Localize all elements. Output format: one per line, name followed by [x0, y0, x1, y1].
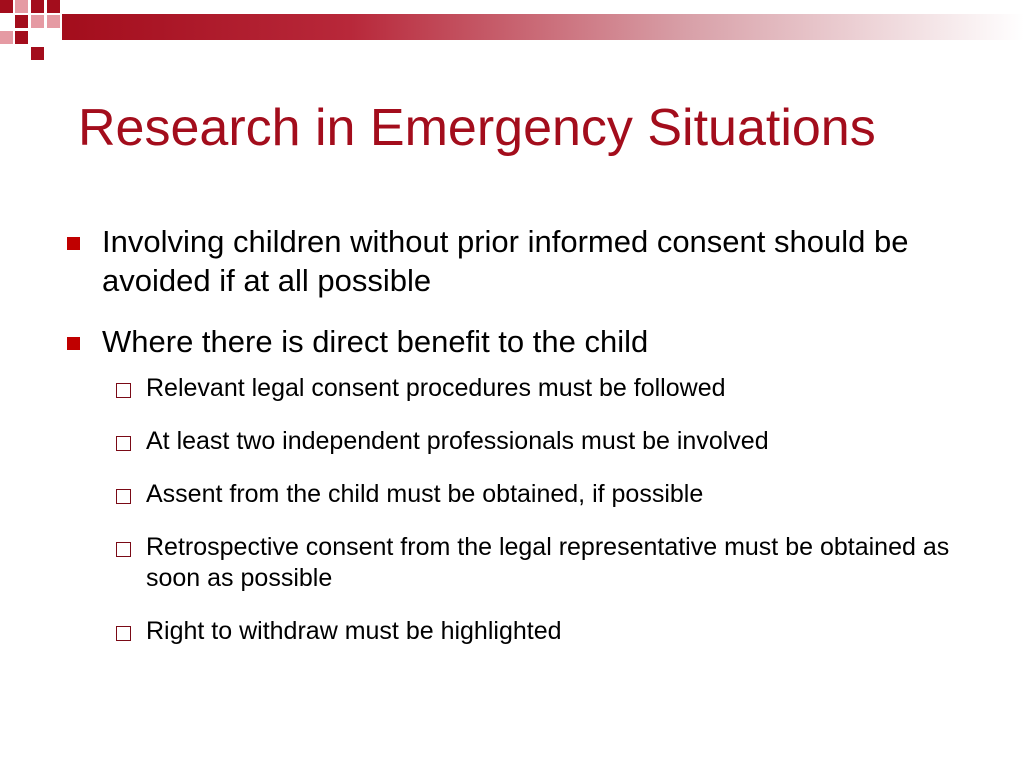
sub-bullet-item — [112, 426, 984, 457]
sub-bullet-text: Retrospective consent from the legal representative must be obtained as soon as possible — [146, 533, 950, 592]
hollow-square-bullet-icon — [116, 383, 131, 398]
decor-square — [0, 0, 13, 13]
sub-bullet-text: Right to withdraw must be highlighted — [146, 617, 562, 645]
decor-square — [31, 0, 44, 13]
decor-square — [47, 15, 60, 28]
bullet-item — [64, 322, 984, 361]
square-bullet-icon — [67, 337, 80, 350]
sub-bullet-text: Assent from the child must be obtained, if possible — [146, 480, 704, 508]
decor-square — [0, 31, 13, 44]
decor-square — [15, 31, 28, 44]
sub-bullet-text: At least two independent professionals must be involved — [146, 427, 769, 455]
sub-bullet-item — [112, 373, 984, 404]
sub-bullet-item — [112, 479, 984, 510]
decor-square — [15, 15, 28, 28]
decor-square — [31, 47, 44, 60]
decor-square — [15, 0, 28, 13]
hollow-square-bullet-icon — [116, 436, 131, 451]
hollow-square-bullet-icon — [116, 489, 131, 504]
square-bullet-icon — [67, 237, 80, 250]
sub-bullet-text: Relevant legal consent procedures must be followed — [146, 374, 726, 402]
sub-bullet-list — [112, 373, 984, 647]
bullet-item — [64, 222, 984, 300]
bullet-text: Where there is direct benefit to the child — [102, 324, 649, 359]
header-band-decoration — [62, 14, 1024, 40]
hollow-square-bullet-icon — [116, 626, 131, 641]
bullet-text: Involving children without prior informed consent should be avoided if at all possible — [102, 224, 909, 298]
sub-bullet-item — [112, 532, 984, 594]
slide-content — [64, 222, 984, 669]
slide-title: Research in Emergency Situations — [78, 99, 876, 157]
sub-bullet-item — [112, 616, 984, 647]
decor-square — [47, 0, 60, 13]
hollow-square-bullet-icon — [116, 542, 131, 557]
decor-square — [31, 15, 44, 28]
